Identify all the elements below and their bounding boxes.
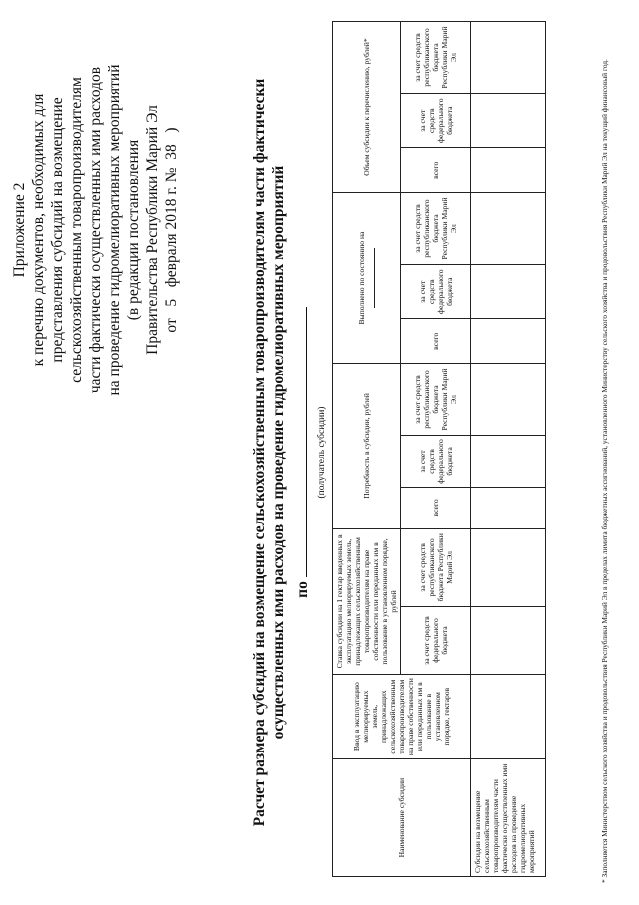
appendix-line: от 5 февраля 2018 г. № 38 ): [163, 127, 180, 333]
header-area: Ввод в эксплуатацию мелиорируемых земель, принадлежащих сельскохозяйственным товаропроизводителям на праве собственности или переданных им в пользование в установленном порядке, гектаров: [333, 675, 471, 759]
subheader-need-fed: за счет средств федерального бюджета: [401, 435, 471, 487]
recipient-blank-line: [292, 307, 307, 577]
appendix-line: части фактически осуществленных ими расходов: [87, 66, 104, 394]
subheader-done-rep: за счет средств республиканского бюджета Республики Марий Эл: [401, 193, 471, 265]
recipient-row: [292, 20, 312, 885]
cell-empty: [471, 435, 546, 487]
title-line: Расчет размера субсидий на возмещение сельскохозяйственным товаропроизводителям части фактически: [251, 78, 268, 827]
subheader-rate-fed: за счет средств федерального бюджета: [401, 606, 471, 674]
header-subsidy-name: Наименование субсидии: [333, 759, 471, 877]
appendix-line: сельскохозяйственным товаропроизводителям: [68, 77, 85, 383]
row-subsidy-label: Субсидии на возмещение сельскохозяйственным товаропроизводителям части фактически осуществленных ими расходов на проведение гидромелиоративных мероприятий: [471, 759, 546, 877]
header-done: [333, 193, 401, 364]
cell-empty: [471, 606, 546, 674]
subheader-need-total: всего: [401, 487, 471, 528]
cell-empty: [471, 193, 546, 265]
table-row: [471, 22, 546, 877]
subheader-volume-rep: за счет средств республиканского бюджета Республики Марий Эл: [401, 22, 471, 94]
subheader-volume-fed: за счет средств федерального бюджета: [401, 93, 471, 148]
cell-empty: [471, 364, 546, 436]
header-done-label: Выполнено по состоянию на: [356, 231, 366, 325]
cell-empty: [471, 22, 546, 94]
footnote: * Заполняется Министерством сельского хозяйства и продовольствия Республики Марий Эл в пределах лимита бюджетных ассигнований, установленного Министерству сельского хозяйства и продовольствия Республики Марий Эл на текущий финансовый год.: [600, 59, 609, 883]
subheader-rate-rep: за счет средств республиканского бюджета Республики Марий Эл: [401, 528, 471, 606]
subheader-need-rep: за счет средств республиканского бюджета Республики Марий Эл: [401, 364, 471, 436]
recipient-caption: (получатель субсидии): [317, 406, 327, 499]
cell-empty: [471, 93, 546, 148]
cell-empty: [471, 528, 546, 606]
appendix-line: Правительства Республики Марий Эл: [144, 105, 161, 355]
appendix-line: Приложение 2: [11, 182, 28, 278]
header-volume: Объем субсидии к перечислению, рублей*: [333, 22, 401, 193]
header-need: Потребность в субсидии, рублей: [333, 364, 401, 529]
cell-empty: [471, 675, 546, 759]
appendix-line: представления субсидий на возмещение: [49, 97, 66, 363]
cell-empty: [471, 487, 546, 528]
subheader-done-total: всего: [401, 319, 471, 364]
appendix-line: (в редакции постановления: [125, 139, 142, 321]
appendix-line: к перечню документов, необходимых для: [30, 93, 47, 367]
po-label: по: [294, 581, 311, 598]
title-line: осуществленных ими расходов на проведение гидромелиоративных мероприятий: [270, 165, 287, 740]
cell-empty: [471, 319, 546, 364]
subsidy-table: [332, 21, 546, 877]
appendix-header: [10, 10, 181, 450]
header-rate: Ставка субсидии на 1 гектар введенных в эксплуатацию мелиорируемых земель, принадлежащих сельскохозяйственным товаропроизводителям на праве собственности или переданных им в пользование в установленном порядке, рублей: [333, 528, 401, 674]
date-blank-line: [366, 248, 375, 308]
subheader-done-fed: за счет средств федерального бюджета: [401, 264, 471, 319]
appendix-line: на проведение гидромелиоративных мероприятий: [106, 64, 123, 396]
cell-empty: [471, 148, 546, 193]
cell-empty: [471, 264, 546, 319]
document-title: [250, 20, 288, 885]
subheader-volume-total: всего: [401, 148, 471, 193]
